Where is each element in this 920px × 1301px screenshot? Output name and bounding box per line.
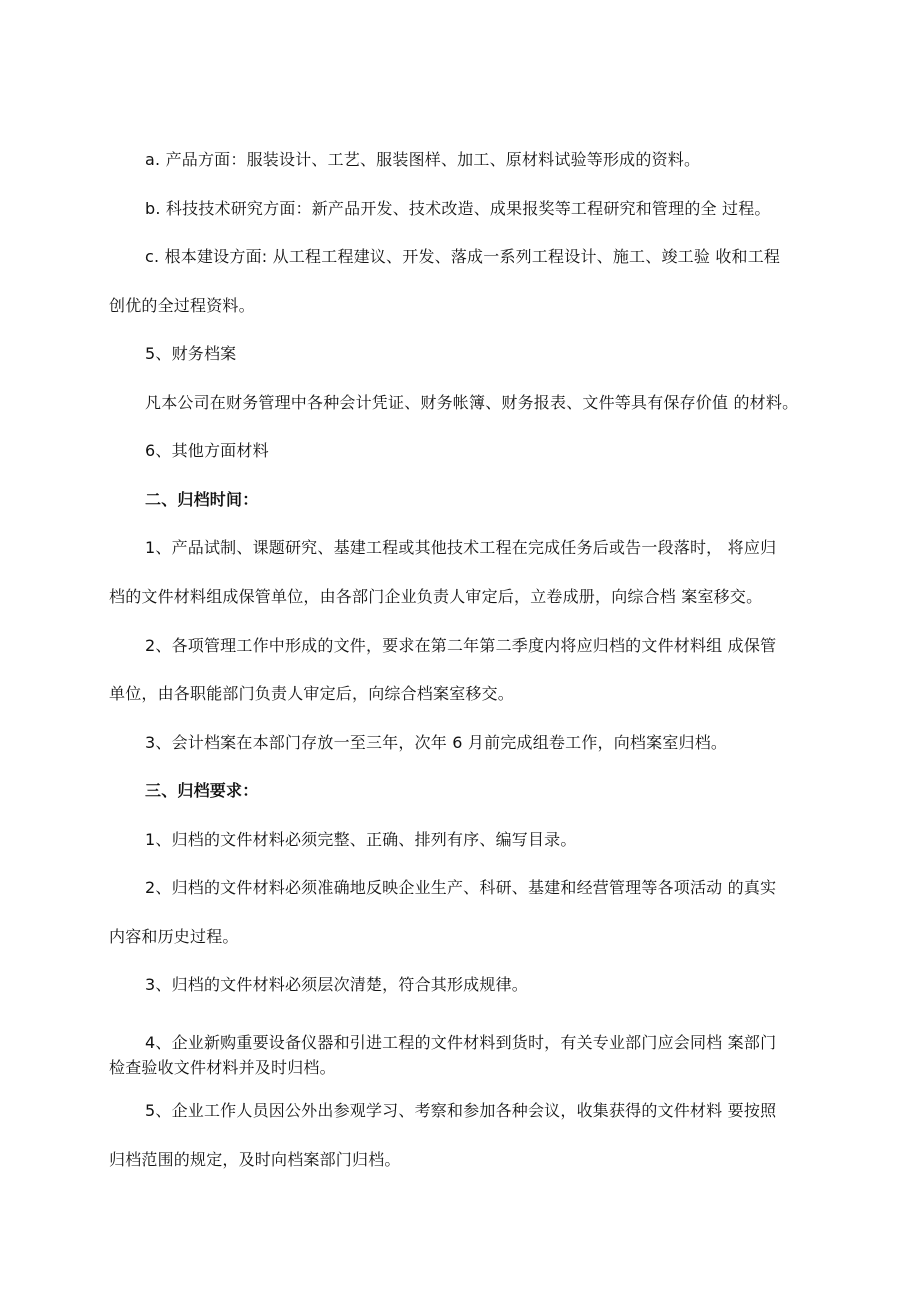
paragraph-archive-time-1: 1、产品试制、课题研究、基建工程或其他技术工程在完成任务后或告一段落时， 将应归 — [145, 538, 777, 557]
paragraph-archive-time-1-cont: 档的文件材料组成保管单位，由各部门企业负责人审定后，立卷成册，向综合档 案室移交。 — [109, 587, 763, 606]
heading-finance-archive: 5、财务档案 — [145, 344, 237, 363]
heading-other-materials: 6、其他方面材料 — [145, 441, 269, 460]
paragraph-requirement-1: 1、归档的文件材料必须完整、正确、排列有序、编写目录。 — [145, 830, 577, 849]
paragraph-archive-time-3: 3、会计档案在本部门存放一至三年，次年 6 月前完成组卷工作，向档案室归档。 — [145, 733, 728, 752]
paragraph-finance-archive: 凡本公司在财务管理中各种会计凭证、财务帐簿、财务报表、文件等具有保存价值 的材料。 — [145, 393, 799, 412]
paragraph-requirement-2-cont: 内容和历史过程。 — [109, 927, 239, 946]
paragraph-requirement-4-cont: 检查验收文件材料并及时归档。 — [109, 1058, 336, 1077]
section-heading-archive-requirements: 三、归档要求： — [145, 781, 259, 800]
paragraph-archive-time-2: 2、各项管理工作中形成的文件，要求在第二年第二季度内将应归档的文件材料组 成保管 — [145, 636, 777, 655]
paragraph-requirement-3: 3、归档的文件材料必须层次清楚，符合其形成规律。 — [145, 975, 528, 994]
paragraph-product-aspect: a. 产品方面：服装设计、工艺、服装图样、加工、原材料试验等形成的资料。 — [145, 150, 701, 169]
paragraph-basic-construction-cont: 创优的全过程资料。 — [109, 296, 255, 315]
paragraph-tech-research: b. 科技技术研究方面：新产品开发、技术改造、成果报奖等工程研究和管理的全 过程。 — [145, 199, 771, 218]
paragraph-archive-time-2-cont: 单位，由各职能部门负责人审定后，向综合档案室移交。 — [109, 684, 515, 703]
paragraph-requirement-2: 2、归档的文件材料必须准确地反映企业生产、科研、基建和经营管理等各项活动 的真实 — [145, 878, 777, 897]
paragraph-requirement-4: 4、企业新购重要设备仪器和引进工程的文件材料到货时，有关专业部门应会同档 案部门 — [145, 1033, 777, 1052]
paragraph-basic-construction: c. 根本建设方面: 从工程工程建议、开发、落成一系列工程设计、施工、竣工验 收和工程 — [145, 247, 781, 266]
paragraph-requirement-5: 5、企业工作人员因公外出参观学习、考察和参加各种会议，收集获得的文件材料 要按照 — [145, 1101, 777, 1120]
section-heading-archive-time: 二、归档时间： — [145, 490, 259, 509]
paragraph-requirement-5-cont: 归档范围的规定，及时向档案部门归档。 — [109, 1150, 401, 1169]
